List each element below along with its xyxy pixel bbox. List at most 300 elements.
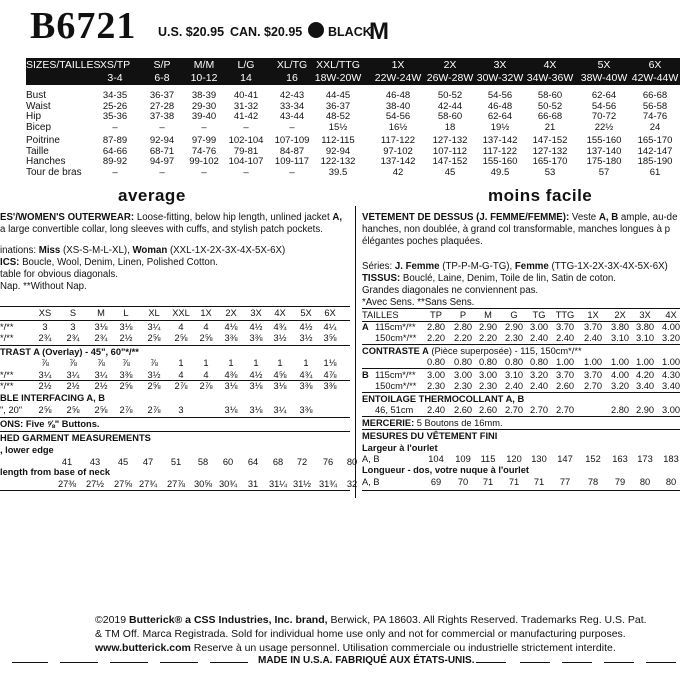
description-fr: VÊTEMENT DE DESSUS (J. FEMME/FEMME): Veste A, B ample, au-de <box>362 212 678 223</box>
yardage-value: 2.70 <box>583 381 603 391</box>
table-rule <box>362 490 680 491</box>
yardage-value: 4¼ <box>323 322 337 332</box>
yardage-value: 3⅜ <box>224 333 238 343</box>
measurement-value: 27-28 <box>149 100 175 112</box>
measurement-value: – <box>112 166 118 178</box>
length-label: A, B <box>362 477 380 487</box>
usage-notice-en: & TM Off. Marca Registrada. Sold for individual home use only and not for commercial or manufacturing purposes. <box>95 628 626 640</box>
measurement-value: 107-112 <box>432 145 468 157</box>
measurement-value: 22½ <box>594 121 614 133</box>
table-rule <box>0 490 350 491</box>
measurement-value: 165-170 <box>532 156 568 167</box>
measurement-value: 107-109 <box>274 135 310 146</box>
measurement-value: – <box>289 166 295 178</box>
garment-width-value: 68 <box>272 457 284 467</box>
garment-width-value: 58 <box>197 457 209 467</box>
unsuitable-fr: Grandes diagonales ne conviennent pas. <box>362 285 539 296</box>
fabric-width-label: 150cm*/** <box>375 333 417 343</box>
measurement-value: – <box>289 121 295 133</box>
description-en: ES'/WOMEN'S OUTERWEAR: Loose-fitting, below hip length, unlined jacket A, <box>0 212 343 223</box>
yardage-value: 4 <box>203 370 209 380</box>
garment-length-value: 71 <box>508 477 520 487</box>
fabric-width-label: 115cm*/** <box>375 322 416 332</box>
measurement-value: 24 <box>649 121 661 133</box>
measurement-value: 142-147 <box>637 145 673 157</box>
table-rule <box>0 320 350 321</box>
yardage-value: 2.70 <box>555 405 575 415</box>
view-letter: A <box>362 322 369 332</box>
measurement-value: 49.5 <box>490 166 510 178</box>
garment-length-value: 31¾ <box>318 479 338 489</box>
size-column-header: L <box>123 308 129 318</box>
yardage-value: 3⅝ <box>323 333 337 343</box>
measurement-value: 58-60 <box>437 111 463 122</box>
measurement-value: 92-94 <box>325 145 351 157</box>
yardage-value: 4⅛ <box>224 322 238 332</box>
fabric-width-label: */** <box>0 370 14 380</box>
measurement-value: 15½ <box>328 121 348 133</box>
yardage-value: 2.60 <box>555 381 575 391</box>
size-header-label: SIZES/TAILLES <box>26 59 101 71</box>
size-header-cell: 2X <box>443 59 457 71</box>
yardage-value: 2.80 <box>426 322 446 332</box>
size-header-cell: 30W-32W <box>476 72 524 84</box>
yardage-value: 2.30 <box>426 381 446 391</box>
yardage-value: 0.80 <box>504 357 524 367</box>
size-header-cell: 3-4 <box>107 72 123 84</box>
size-column-header: TP <box>430 310 442 320</box>
yardage-value: 2.80 <box>610 405 630 415</box>
yardage-value: 3.70 <box>555 322 575 332</box>
measurement-value: 50-52 <box>437 90 463 101</box>
measurement-value: 62-64 <box>487 111 513 122</box>
yardage-value: 2.20 <box>478 333 498 343</box>
notions-fr: MERCERIE: 5 Boutons de 16mm. <box>362 418 503 428</box>
measurement-value: 117-122 <box>482 145 518 157</box>
measurement-value: 16½ <box>388 121 408 133</box>
measurement-value: 112-115 <box>321 135 355 146</box>
measurement-value: – <box>243 166 249 178</box>
size-column-header: 2X <box>225 308 237 318</box>
yardage-value: 3.00 <box>426 370 446 380</box>
yardage-value: 2.80 <box>453 322 473 332</box>
garment-width-value: 109 <box>455 454 471 464</box>
unsuitable-en: table for obvious diagonals. <box>0 269 118 280</box>
yardage-value: 3¼ <box>273 405 287 415</box>
yardage-value: 4 <box>178 322 184 332</box>
yardage-value: 3¼ <box>38 370 52 380</box>
measurement-value: 39.5 <box>328 166 348 178</box>
column-divider <box>355 206 356 498</box>
garment-length-value: 70 <box>457 477 469 487</box>
size-header-cell: 6X <box>648 59 662 71</box>
size-column-header: 5X <box>300 308 312 318</box>
yardage-value: 2.90 <box>504 322 524 332</box>
size-header-cell: 34W-36W <box>526 72 574 84</box>
yardage-value: ⅞ <box>69 358 77 368</box>
measurement-value: 127-132 <box>432 135 468 146</box>
measurement-value: – <box>159 166 165 178</box>
size-header-cell: 1X <box>391 59 405 71</box>
garment-width-value: 130 <box>531 454 547 464</box>
yardage-value: 2½ <box>94 381 108 391</box>
table-rule <box>0 306 350 307</box>
measurement-value: 46-48 <box>487 100 513 112</box>
cut-line-dash <box>12 662 48 663</box>
size-column-header: XL <box>148 308 160 318</box>
usage-notice-fr: www.butterick.com Reserve à un usage personnel. Utilisation commerciale ou industrielle strictement interdite. <box>95 642 616 654</box>
garment-length-value: 27⅝ <box>113 479 133 489</box>
yardage-value: 3⅜ <box>299 405 313 415</box>
garment-length-value: 71 <box>482 477 494 487</box>
size-header-cell: XS/TP <box>99 59 131 71</box>
yardage-value: 2.40 <box>426 405 446 415</box>
table-rule <box>362 392 680 393</box>
cut-line-dash <box>646 662 676 663</box>
garment-length-value: 69 <box>430 477 442 487</box>
size-column-header: 3X <box>639 310 651 320</box>
measurement-value: 54-56 <box>487 90 513 101</box>
finished-measurements-title: HED GARMENT MEASUREMENTS <box>0 433 151 443</box>
yardage-value: 1.00 <box>635 357 655 367</box>
size-column-header: 1X <box>587 310 599 320</box>
garment-width-value: 120 <box>506 454 522 464</box>
garment-length-value: 31¼ <box>268 479 288 489</box>
length-title: Longueur - dos, votre nuque à l'ourlet <box>362 465 529 475</box>
yardage-value: 2⅝ <box>94 405 108 415</box>
size-header-cell: 22W-24W <box>374 72 422 84</box>
garment-length-value: 27⅞ <box>166 479 186 489</box>
yardage-value: 3¼ <box>66 370 80 380</box>
yardage-value: 4¾ <box>299 370 313 380</box>
table-rule <box>0 345 350 346</box>
yardage-value: 3.00 <box>661 405 680 415</box>
yardage-value: 3.00 <box>453 370 473 380</box>
measurement-value: 57 <box>598 166 610 178</box>
measurement-value: 38-39 <box>191 90 217 101</box>
yardage-value: 3.20 <box>529 370 549 380</box>
yardage-value: 1.00 <box>661 357 680 367</box>
yardage-value: 3 <box>178 405 184 415</box>
size-header-cell: 14 <box>240 72 252 84</box>
measurement-value: 66-68 <box>537 111 563 122</box>
notions-en: ONS: Five ⅝" Buttons. <box>0 419 100 429</box>
measurement-value: 61 <box>649 166 661 178</box>
yardage-value: 4⅜ <box>224 370 238 380</box>
yardage-value: 4.20 <box>635 370 655 380</box>
description-fr-2: hanches, non doublée, à grand col transformable, manches longues à p <box>362 224 671 235</box>
price-us: U.S. $20.95 <box>158 25 225 39</box>
measurement-value: 99-102 <box>189 156 219 167</box>
size-column-header: TAILLES <box>362 310 399 320</box>
measurement-label: Bust <box>26 90 47 101</box>
fabric-width-label: 115cm*/** <box>375 370 416 380</box>
interfacing-title: BLE INTERFACING A, B <box>0 393 106 403</box>
measurement-value: 48-52 <box>325 111 351 122</box>
yardage-value: 0.80 <box>426 357 446 367</box>
yardage-value: 2.60 <box>453 405 473 415</box>
yardage-value: 4½ <box>249 322 263 332</box>
garment-length-value: 27¾ <box>138 479 158 489</box>
measurement-value: 42-43 <box>279 90 305 101</box>
measurement-label: Bicep <box>26 121 52 133</box>
yardage-value: 2.40 <box>504 381 524 391</box>
pattern-number: B6721 <box>30 5 137 47</box>
size-column-header: G <box>510 310 518 320</box>
size-column-header: M <box>97 308 105 318</box>
yardage-value: 2¾ <box>38 333 52 343</box>
cut-line-dash <box>476 662 506 663</box>
yardage-value: 3.20 <box>661 333 680 343</box>
yardage-value: 1 <box>303 358 309 368</box>
measurement-value: 46-48 <box>385 90 411 101</box>
measurement-value: 34-35 <box>102 90 128 101</box>
yardage-value: 1⅛ <box>323 358 337 368</box>
size-header-cell: XXL/TTG <box>316 59 360 71</box>
size-column-header: S <box>69 308 77 318</box>
garment-length-value: 32 <box>346 479 358 489</box>
cut-line-dash <box>210 662 248 663</box>
measurement-value: 165-170 <box>637 135 673 146</box>
size-header-cell: M/M <box>193 59 215 71</box>
yardage-value: 2.60 <box>478 405 498 415</box>
cut-line-dash <box>160 662 198 663</box>
yardage-value: 0.80 <box>529 357 549 367</box>
yardage-value: 2.20 <box>426 333 446 343</box>
garment-width-value: 173 <box>637 454 653 464</box>
size-header-cell: 5X <box>597 59 611 71</box>
difficulty-letter: M <box>369 18 389 45</box>
view-letter: B <box>362 370 369 380</box>
size-header-cell: S/P <box>153 59 171 71</box>
yardage-value: 2.40 <box>529 381 549 391</box>
measurement-value: 25-26 <box>102 100 128 112</box>
made-in-usa: MADE IN U.S.A. FABRIQUÉ AUX ÉTATS-UNIS. <box>258 655 475 666</box>
yardage-value: 2⅝ <box>174 333 188 343</box>
yardage-value: 2⅞ <box>119 405 133 415</box>
measurement-value: 68-71 <box>149 145 175 157</box>
yardage-value: 3.40 <box>635 381 655 391</box>
measurement-value: 97-99 <box>191 135 217 146</box>
table-rule <box>362 344 680 345</box>
yardage-value: 3⅜ <box>119 370 133 380</box>
yardage-value: 3.00 <box>478 370 498 380</box>
yardage-value: 3¼ <box>147 322 161 332</box>
size-column-header: 6X <box>324 308 336 318</box>
size-column-header: TG <box>532 310 546 320</box>
measurement-value: 44-45 <box>325 90 351 101</box>
garment-width-value: 104 <box>428 454 444 464</box>
measurement-value: 33-34 <box>279 100 305 112</box>
yardage-value: 3.70 <box>583 370 603 380</box>
yardage-value: 3⅛ <box>249 405 263 415</box>
yardage-value: 3⅛ <box>224 405 238 415</box>
measurement-value: 54-56 <box>591 100 617 112</box>
garment-length-value: 30¾ <box>218 479 238 489</box>
yardage-value: 2.70 <box>504 405 524 415</box>
length-label: length from base of neck <box>0 467 111 477</box>
garment-length-value: 71 <box>533 477 545 487</box>
nap-note-fr: *Avec Sens. **Sans Sens. <box>362 297 475 308</box>
garment-width-value: 115 <box>480 454 496 464</box>
yardage-value: 2.30 <box>504 333 524 343</box>
measurement-value: 37-38 <box>149 111 175 122</box>
yardage-value: 3.20 <box>610 381 630 391</box>
yardage-value: 2⅝ <box>199 333 213 343</box>
nap-note-en: Nap. **Without Nap. <box>0 281 87 292</box>
yardage-value: 3½ <box>299 333 313 343</box>
yardage-value: 3⅛ <box>94 322 108 332</box>
size-header-cell: 18W-20W <box>314 72 362 84</box>
price-can: CAN. $20.95 <box>230 25 303 39</box>
yardage-value: 3⅛ <box>224 381 238 391</box>
measurement-value: 64-66 <box>102 145 128 157</box>
measurement-value: 36-37 <box>325 100 351 112</box>
color-label: BLACK <box>328 25 372 39</box>
garment-width-value: 72 <box>296 457 308 467</box>
measurement-value: 56-58 <box>642 100 668 112</box>
measurement-value: 58-60 <box>537 90 563 101</box>
description-fr-3: élégantes poches plaquées. <box>362 236 483 247</box>
measurement-value: 185-190 <box>637 156 673 167</box>
yardage-value: 2⅝ <box>147 381 161 391</box>
measurement-value: 42-44 <box>437 100 463 112</box>
yardage-value: ⅞ <box>122 358 130 368</box>
cut-line-dash <box>520 662 550 663</box>
yardage-value: 4⅞ <box>323 370 337 380</box>
measurement-value: 42 <box>392 166 404 178</box>
fabric-width-label: */** <box>0 333 14 343</box>
yardage-value: 1 <box>178 358 184 368</box>
interfacing-label: 46, 51cm <box>375 405 414 415</box>
yardage-value: 2.30 <box>453 381 473 391</box>
garment-width-value: 47 <box>142 457 154 467</box>
combinations-en: inations: Miss (XS-S-M-L-XL), Woman (XXL-1X-2X-3X-4X-5X-6X) <box>0 245 286 256</box>
garment-length-value: 79 <box>614 477 626 487</box>
yardage-value: 2½ <box>119 333 133 343</box>
yardage-value: 2.30 <box>478 381 498 391</box>
garment-length-value: 31 <box>247 479 259 489</box>
measurement-value: 50-52 <box>537 100 563 112</box>
size-header-cell: 3X <box>493 59 507 71</box>
garment-width-value: 45 <box>117 457 129 467</box>
measurement-value: 175-180 <box>586 156 622 167</box>
yardage-value: 3.00 <box>529 322 549 332</box>
measurement-value: 109-117 <box>274 156 310 167</box>
garment-length-value: 27⅜ <box>57 479 77 489</box>
garment-width-value: 51 <box>170 457 182 467</box>
yardage-value: 4 <box>178 370 184 380</box>
table-rule <box>362 308 680 309</box>
garment-length-value: 31½ <box>292 479 312 489</box>
yardage-value: 3.80 <box>635 322 655 332</box>
fabrics-en: ICS: Boucle, Wool, Denim, Linen, Polished Cotton. <box>0 257 218 268</box>
yardage-value: 3.80 <box>610 322 630 332</box>
difficulty-heading-en: average <box>118 186 186 205</box>
measurement-value: 45 <box>444 166 456 178</box>
measurement-value: 147-152 <box>432 156 468 167</box>
yardage-value: 3.70 <box>555 370 575 380</box>
yardage-value: 2⅞ <box>147 405 161 415</box>
measurement-value: 54-56 <box>385 111 411 122</box>
measurement-value: 147-152 <box>532 135 568 146</box>
yardage-value: 3 <box>70 322 76 332</box>
size-column-header: XS <box>38 308 52 318</box>
contrast-title: TRAST A (Overlay) - 45", 60"*/** <box>0 347 139 357</box>
fabrics-fr: TISSUS: Bouclé, Laine, Denim, Toile de lin, Satin de coton. <box>362 273 616 284</box>
measurement-value: 155-160 <box>482 156 518 167</box>
table-rule <box>362 368 680 369</box>
yardage-value: 2.90 <box>478 322 498 332</box>
yardage-value: 3¼ <box>94 370 108 380</box>
yardage-value: 4¾ <box>273 322 287 332</box>
size-header-cell: 38W-40W <box>580 72 628 84</box>
yardage-value: 3 <box>42 322 48 332</box>
yardage-value: 2.20 <box>453 333 473 343</box>
size-header-cell: 16 <box>286 72 298 84</box>
yardage-value: 2.90 <box>635 405 655 415</box>
black-dot-icon <box>308 22 324 38</box>
yardage-value: 0.80 <box>453 357 473 367</box>
size-column-header: 2X <box>614 310 626 320</box>
measurement-label: Hanches <box>26 156 66 167</box>
yardage-value: 4½ <box>299 322 313 332</box>
yardage-value: 3.40 <box>661 381 680 391</box>
yardage-value: ⅞ <box>41 358 49 368</box>
fabric-width-label: */** <box>0 322 14 332</box>
garment-width-value: 41 <box>61 457 73 467</box>
garment-width-value: 76 <box>322 457 334 467</box>
yardage-value: 2⅞ <box>199 381 213 391</box>
garment-length-value: 78 <box>587 477 599 487</box>
description-en-2: a large convertible collar, long sleeves with cuffs, and stylish patch pockets. <box>0 224 323 235</box>
measurement-value: 41-42 <box>233 111 259 122</box>
size-column-header: 4X <box>274 308 286 318</box>
yardage-value: 3.10 <box>610 333 630 343</box>
measurement-value: 137-142 <box>482 135 518 146</box>
yardage-value: 3.10 <box>504 370 524 380</box>
measurement-value: 35-36 <box>102 111 128 122</box>
garment-width-value: 152 <box>585 454 601 464</box>
measurement-value: 74-76 <box>642 111 668 122</box>
yardage-value: 2½ <box>38 381 52 391</box>
measurement-value: 38-40 <box>385 100 411 112</box>
measurement-value: – <box>201 166 207 178</box>
yardage-value: 2⅝ <box>147 333 161 343</box>
measurement-value: 89-92 <box>102 156 128 167</box>
yardage-value: 4⅝ <box>273 370 287 380</box>
size-header-cell: XL/TG <box>276 59 308 71</box>
measurement-value: 94-97 <box>149 156 175 167</box>
table-rule <box>362 416 680 417</box>
table-rule <box>362 429 680 430</box>
measurement-value: 137-140 <box>586 145 622 157</box>
garment-length-value: 77 <box>559 477 571 487</box>
measurement-value: 104-107 <box>228 156 264 167</box>
yardage-value: ⅞ <box>97 358 105 368</box>
measurement-value: 70-72 <box>591 111 617 122</box>
size-column-header: 3X <box>250 308 262 318</box>
measurement-value: 87-89 <box>102 135 128 146</box>
yardage-value: 4.30 <box>661 370 680 380</box>
size-column-header: TTG <box>555 310 575 320</box>
cut-line-dash <box>110 662 148 663</box>
measurement-value: 62-64 <box>591 90 617 101</box>
yardage-value: 1.00 <box>555 357 575 367</box>
measurement-value: 36-37 <box>149 90 175 101</box>
yardage-value: 2¾ <box>94 333 108 343</box>
garment-width-value: 60 <box>222 457 234 467</box>
